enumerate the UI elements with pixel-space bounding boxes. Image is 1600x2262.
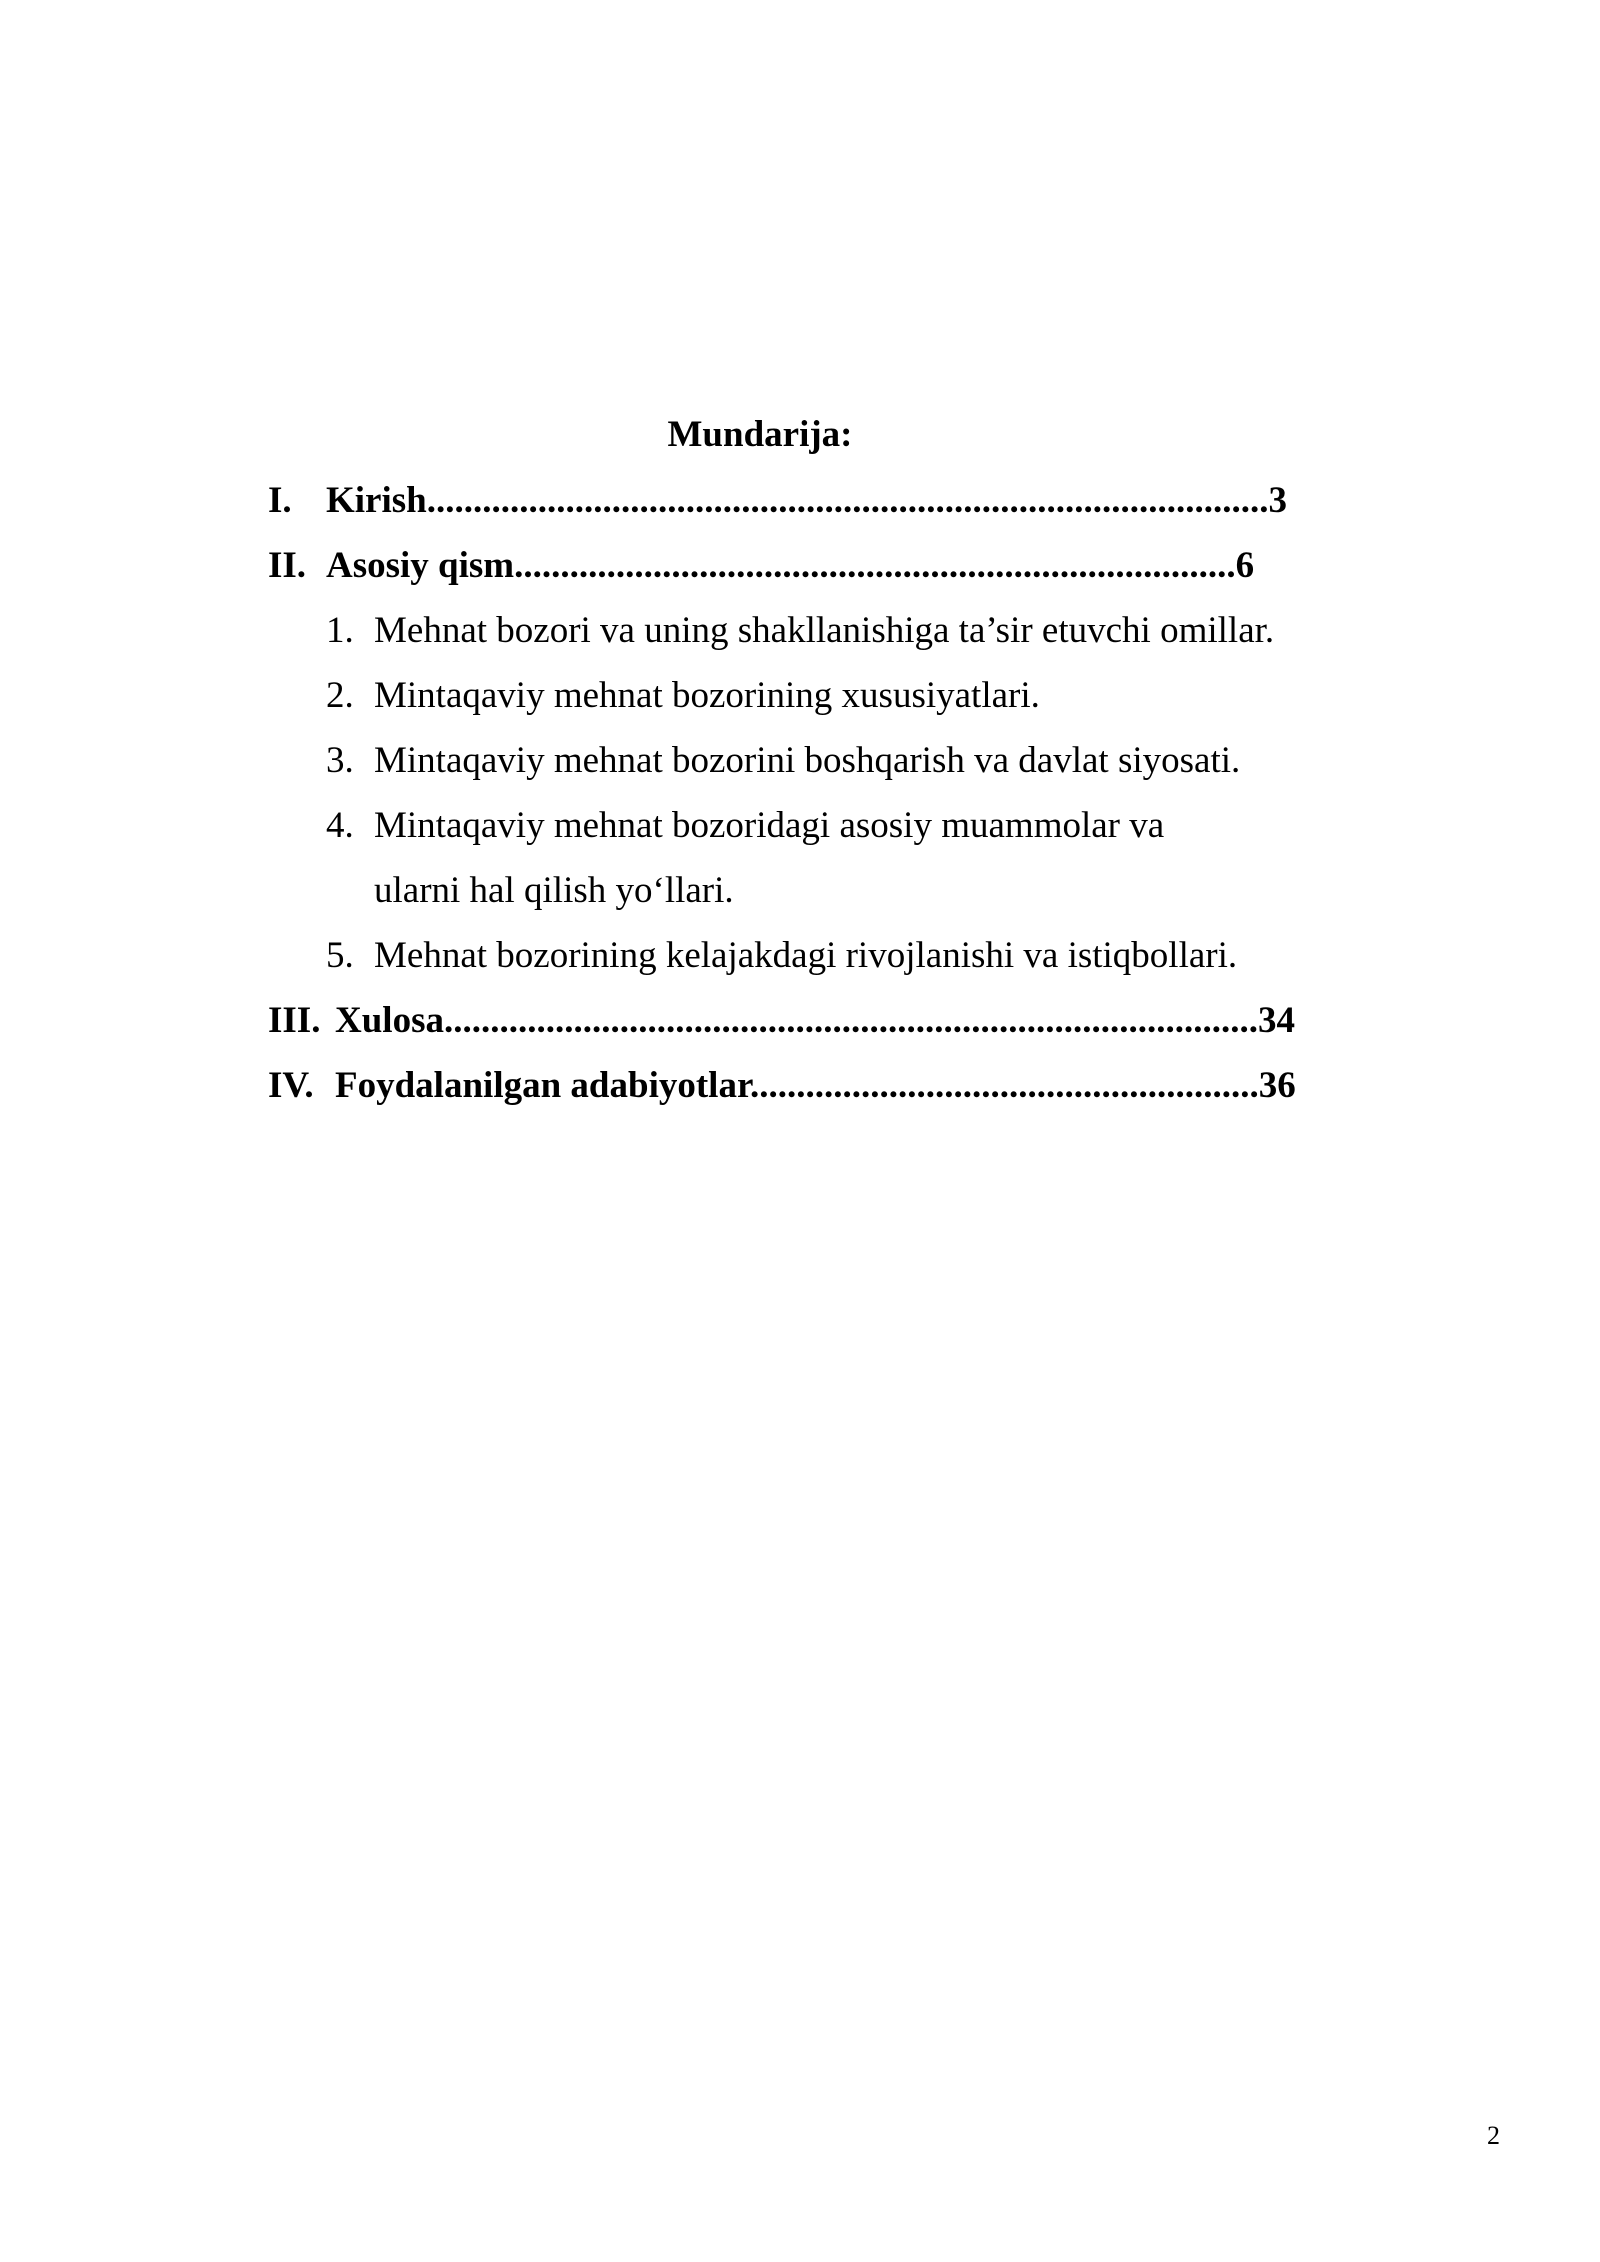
- toc-subsection-5: [326, 933, 1237, 979]
- toc-section-page: 6: [1235, 545, 1255, 586]
- toc-subsection-number: 3.: [326, 740, 354, 781]
- toc-section-text: Asosiy qism: [326, 545, 515, 586]
- toc-subsection-text: Mintaqaviy mehnat bozoridagi asosiy muammolar va: [374, 805, 1165, 846]
- toc-section-text: Foydalanilgan adabiyotlar: [335, 1065, 750, 1106]
- toc-subsection-2: [326, 673, 1040, 719]
- page-number: 2: [1487, 2121, 1500, 2150]
- toc-section-2: [268, 543, 1254, 589]
- toc-subsection-number: 4.: [326, 805, 354, 846]
- toc-subsection-3: [326, 738, 1240, 784]
- toc-section-leader: .......................................................: [750, 1065, 1259, 1106]
- toc-title: Mundarija:: [667, 414, 853, 455]
- toc-subsection-text: ularni hal qilish yo‘llari.: [374, 870, 734, 911]
- toc-section-page: 36: [1258, 1065, 1296, 1106]
- toc-section-text: Kirish: [326, 480, 427, 521]
- toc-section-numeral: I.: [268, 480, 292, 521]
- toc-section-4: [268, 1063, 1296, 1109]
- toc-section-leader: ..............................................................................: [514, 545, 1236, 586]
- toc-subsection-text: Mintaqaviy mehnat bozorining xususiyatlari.: [374, 675, 1040, 716]
- toc-subsection-4-continuation: [374, 868, 734, 914]
- toc-section-page: 3: [1268, 480, 1287, 521]
- toc-section-3: [268, 998, 1295, 1044]
- toc-section-numeral: III.: [268, 1000, 321, 1041]
- toc-section-page: 34: [1257, 1000, 1295, 1041]
- toc-subsection-text: Mehnat bozorining kelajakdagi rivojlanishi va istiqbollari.: [374, 935, 1238, 976]
- toc-subsection-4: [326, 803, 1164, 849]
- toc-section-leader: ........................................................................................: [443, 1000, 1258, 1041]
- toc-section-1: [268, 478, 1287, 524]
- toc-section-text: Xulosa: [335, 1000, 444, 1041]
- toc-subsection-text: Mintaqaviy mehnat bozorini boshqarish va davlat siyosati.: [374, 740, 1241, 781]
- toc-subsection-number: 5.: [326, 935, 354, 976]
- toc-subsection-1: [326, 608, 1274, 654]
- toc-section-leader: ...........................................................................................: [426, 480, 1269, 521]
- toc-subsection-number: 2.: [326, 675, 354, 716]
- toc-section-numeral: IV.: [268, 1065, 314, 1106]
- toc-subsection-text: Mehnat bozori va uning shakllanishiga ta’sir etuvchi omillar.: [374, 610, 1275, 651]
- toc-section-numeral: II.: [268, 545, 307, 586]
- toc-subsection-number: 1.: [326, 610, 354, 651]
